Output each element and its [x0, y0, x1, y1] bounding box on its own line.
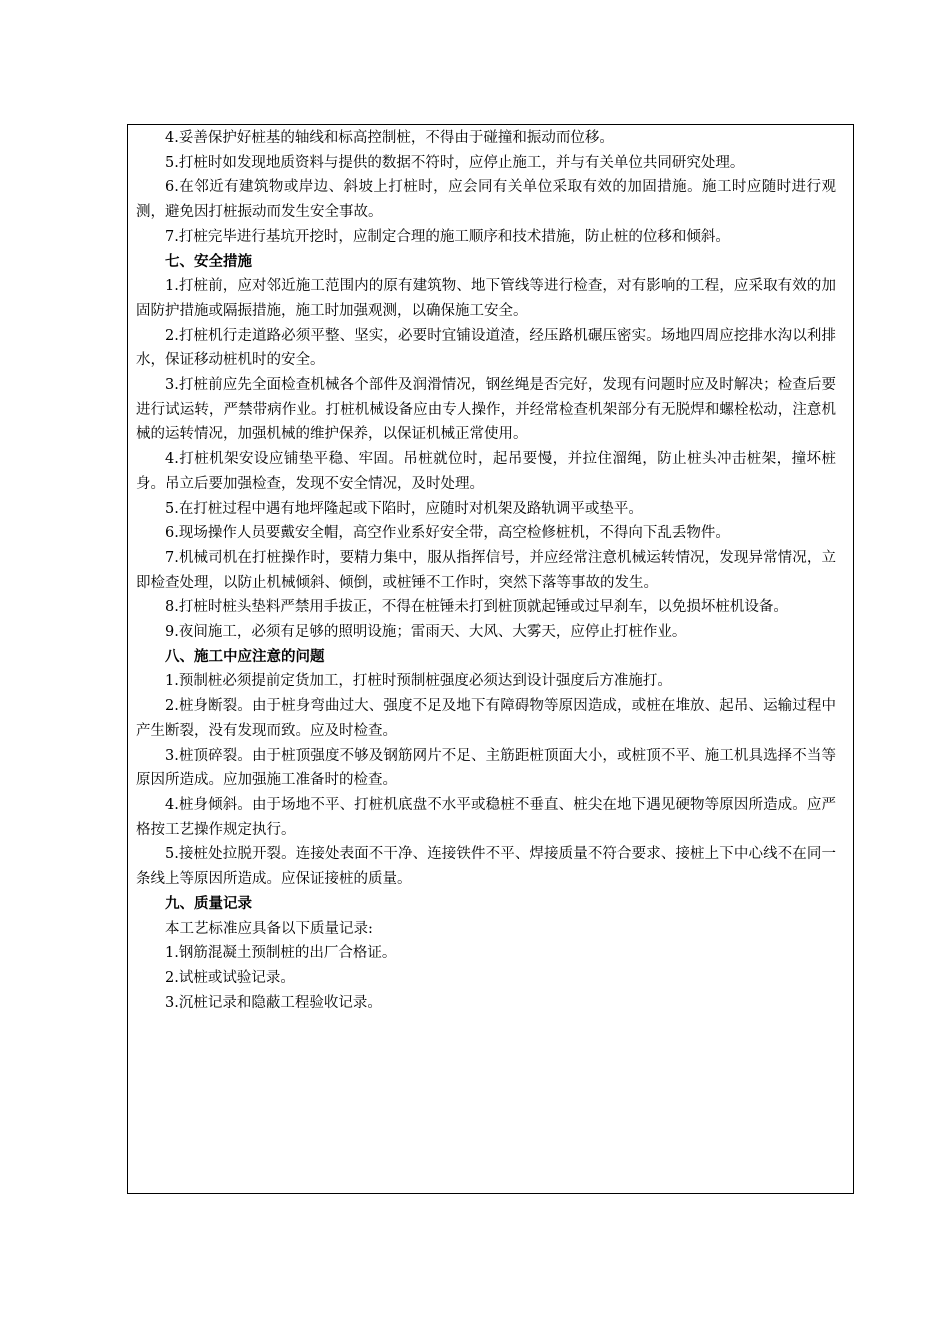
paragraph: 8.打桩时桩头垫料严禁用手拔正，不得在桩锤未打到桩顶就起锤或过早刹车，以免损坏桩机设备。 — [165, 599, 788, 616]
section-heading: 七、安全措施 — [165, 252, 252, 270]
paragraph: 5.在打桩过程中遇有地坪隆起或下陷时，应随时对机架及路轨调平或垫平。 — [165, 500, 643, 517]
paragraph: 6.现场操作人员要戴安全帽，高空作业系好安全带，高空检修桩机，不得向下乱丢物件。 — [165, 525, 730, 542]
paragraph: 5.接桩处拉脱开裂。连接处表面不干净、连接铁件不平、焊接质量不符合要求、接桩上下中心线不在同一条线上等原因所造成。应保证接桩的质量。 — [136, 846, 836, 888]
paragraph: 1.打桩前，应对邻近施工范围内的原有建筑物、地下管线等进行检查，对有影响的工程，应采取有效的加固防护措施或隔振措施，施工时加强观测，以确保施工安全。 — [136, 278, 836, 319]
paragraph: 9.夜间施工，必须有足够的照明设施；雷雨天、大风、大雾天，应停止打桩作业。 — [165, 624, 687, 641]
paragraph: 5.打桩时如发现地质资料与提供的数据不符时，应停止施工，并与有关单位共同研究处理。 — [165, 154, 745, 171]
paragraph: 4.桩身倾斜。由于场地不平、打桩机底盘不水平或稳桩不垂直、桩尖在地下遇见硬物等原因所造成。应严格按工艺操作规定执行。 — [136, 796, 836, 838]
list-item: 3.沉桩记录和隐蔽工程验收记录。 — [165, 994, 382, 1011]
section-heading: 八、施工中应注意的问题 — [165, 647, 325, 665]
paragraph: 3.打桩前应先全面检查机械各个部件及润滑情况，钢丝绳是否完好，发现有问题时应及时解决；检查后要进行试运转，严禁带病作业。打桩机械设备应由专人操作，并经常检查机架部分有无脱焊和螺栓松动，注意机械的运转情况，加强机械的维护保养，以保证机械正常使用。 — [136, 377, 836, 443]
paragraph: 7.机械司机在打桩操作时，要精力集中，服从指挥信号，并应经常注意机械运转情况，发现异常情况，立即检查处理，以防止机械倾斜、倾倒，或桩锤不工作时，突然下落等事故的发生。 — [136, 549, 836, 591]
document-body — [136, 126, 836, 1015]
paragraph: 4.妥善保护好桩基的轴线和标高控制桩，不得由于碰撞和振动而位移。 — [165, 130, 614, 146]
paragraph: 7.打桩完毕进行基坑开挖时，应制定合理的施工顺序和技术措施，防止桩的位移和倾斜。 — [165, 228, 730, 245]
paragraph: 本工艺标准应具备以下质量记录: — [165, 920, 373, 937]
paragraph: 3.桩顶碎裂。由于桩顶强度不够及钢筋网片不足、主筋距桩顶面大小，或桩顶不平、施工机具选择不当等原因所造成。应加强施工准备时的检查。 — [136, 747, 836, 789]
section-heading: 九、质量记录 — [165, 894, 252, 912]
paragraph: 4.打桩机架安设应铺垫平稳、牢固。吊桩就位时，起吊要慢，并拉住溜绳，防止桩头冲击桩架，撞坏桩身。吊立后要加强检查，发现不安全情况，及时处理。 — [136, 451, 836, 492]
list-item: 1.钢筋混凝土预制桩的出厂合格证。 — [165, 945, 397, 962]
list-item: 2.试桩或试验记录。 — [165, 969, 295, 986]
paragraph: 6.在邻近有建筑物或岸边、斜坡上打桩时，应会同有关单位采取有效的加固措施。施工时应随时进行观测，避免因打桩振动而发生安全事故。 — [136, 179, 836, 221]
paragraph: 1.预制桩必须提前定货加工，打桩时预制桩强度必须达到设计强度后方准施打。 — [165, 673, 672, 690]
paragraph: 2.打桩机行走道路必须平整、坚实，必要时宜铺设道渣，经压路机碾压密实。场地四周应挖排水沟以利排水，保证移动桩机时的安全。 — [136, 327, 836, 369]
paragraph: 2.桩身断裂。由于桩身弯曲过大、强度不足及地下有障碍物等原因造成，或桩在堆放、起吊、运输过程中产生断裂，没有发现而致。应及时检查。 — [136, 698, 836, 739]
